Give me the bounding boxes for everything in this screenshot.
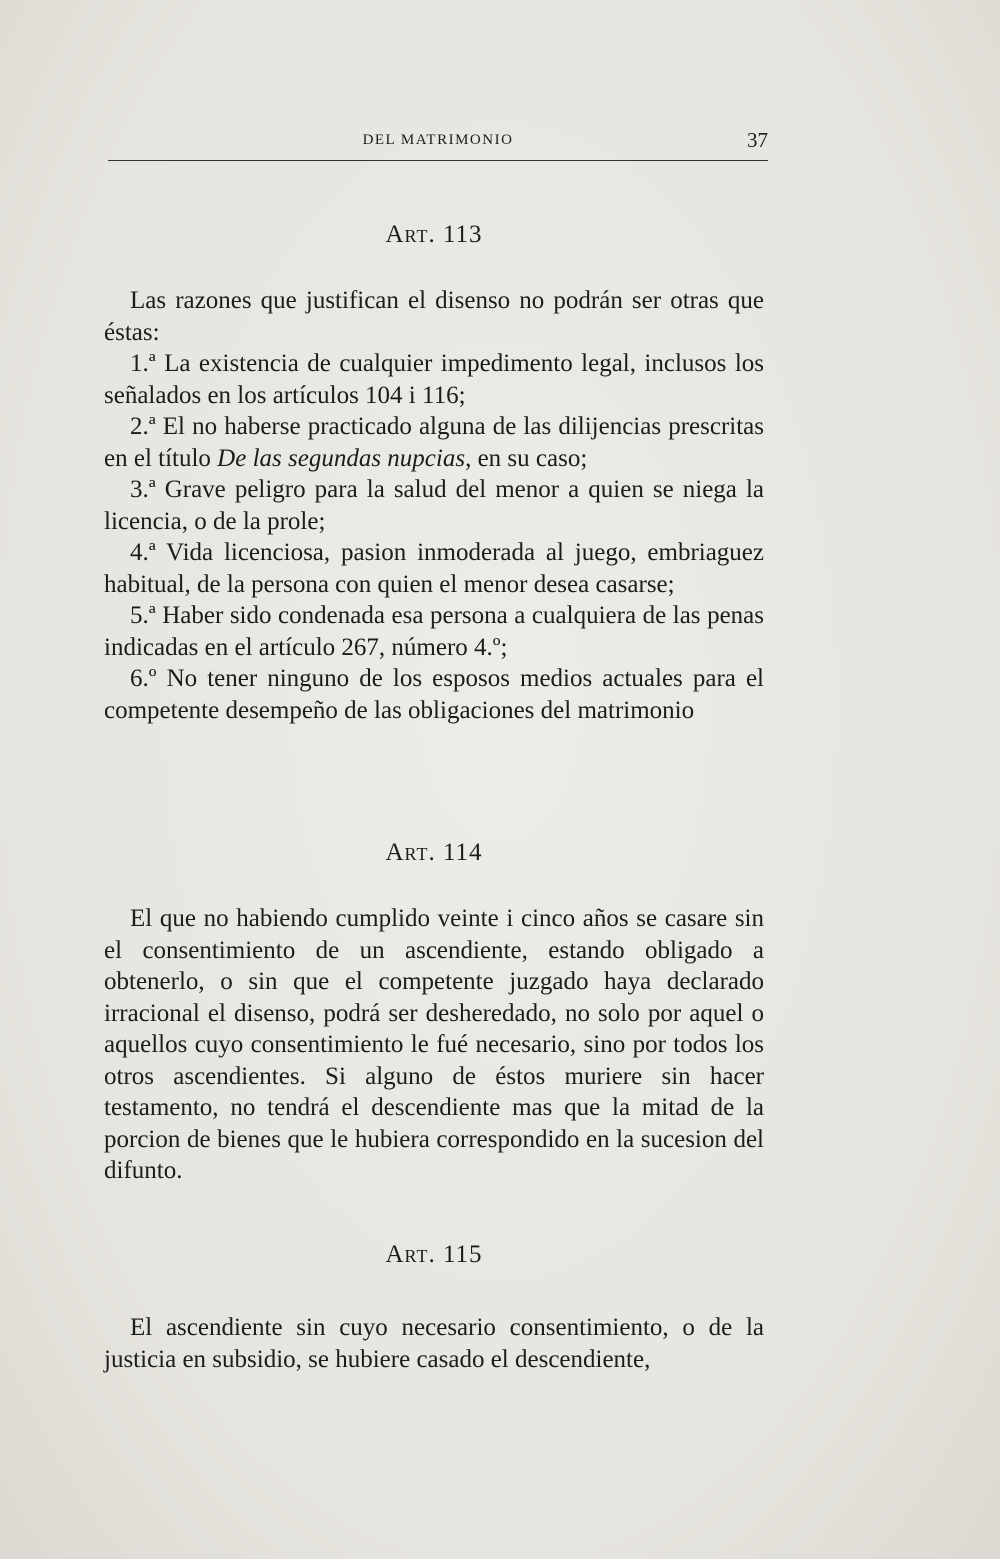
list-item-2-post: , en su caso; [465,444,588,472]
article-115-heading: Art. 115 [385,1241,483,1268]
article-113-intro: Las razones que justifican el disenso no podrán ser otras que éstas: [104,287,764,346]
article-115-body [104,1312,764,1375]
list-item-6: 6.º No tener ninguno de los esposos medios actuales para el competente desempeño de las obligaciones del matrimonio [104,665,764,724]
article-114-body [104,903,764,1187]
page-number: 37 [747,128,768,152]
list-item-3: 3.ª Grave peligro para la salud del menor a quien se niega la licencia, o de la prole; [104,476,764,535]
article-115-text: El ascendiente sin cuyo necesario consentimiento, o de la justicia en subsidio, se hubiere casado el descendiente, [104,1314,764,1373]
article-113-body [104,285,764,726]
list-item-2-title: De las segundas nupcias [217,444,466,472]
list-item-1: 1.ª La existencia de cualquier impedimento legal, inclusos los señalados en los artículos 104 i 116; [104,350,764,409]
list-item-4: 4.ª Vida licenciosa, pasion inmoderada al juego, embriaguez habitual, de la persona con quien el menor desea casarse; [104,539,764,598]
running-header [108,126,768,161]
list-item-5: 5.ª Haber sido condenada esa persona a cualquiera de las penas indicadas en el artículo 267, número 4.º; [104,602,764,661]
list-item-2-pre: 2.ª El no haberse practicado alguna de las dilijencias prescritas en el título [104,413,764,472]
article-114-heading: Art. 114 [385,839,483,866]
running-title: DEL MATRIMONIO [362,132,514,148]
list-item-2 [104,411,764,474]
article-113-heading: Art. 113 [385,221,483,248]
article-114-text: El que no habiendo cumplido veinte i cinco años se casare sin el consentimiento de un ascendiente, estando obligado a obtenerlo, o sin que el competente juzgado haya declarado irracional el disenso, podrá ser desheredado, no solo por aquel o aquellos cuyo consentimiento le fué necesario, sino por todos los otros ascendientes. Si alguno de éstos muriere sin hacer testamento, no tendrá el descendiente mas que la mitad de la porcion de bienes que le hubiera correspondido en la sucesion del difunto. [104,905,764,1184]
